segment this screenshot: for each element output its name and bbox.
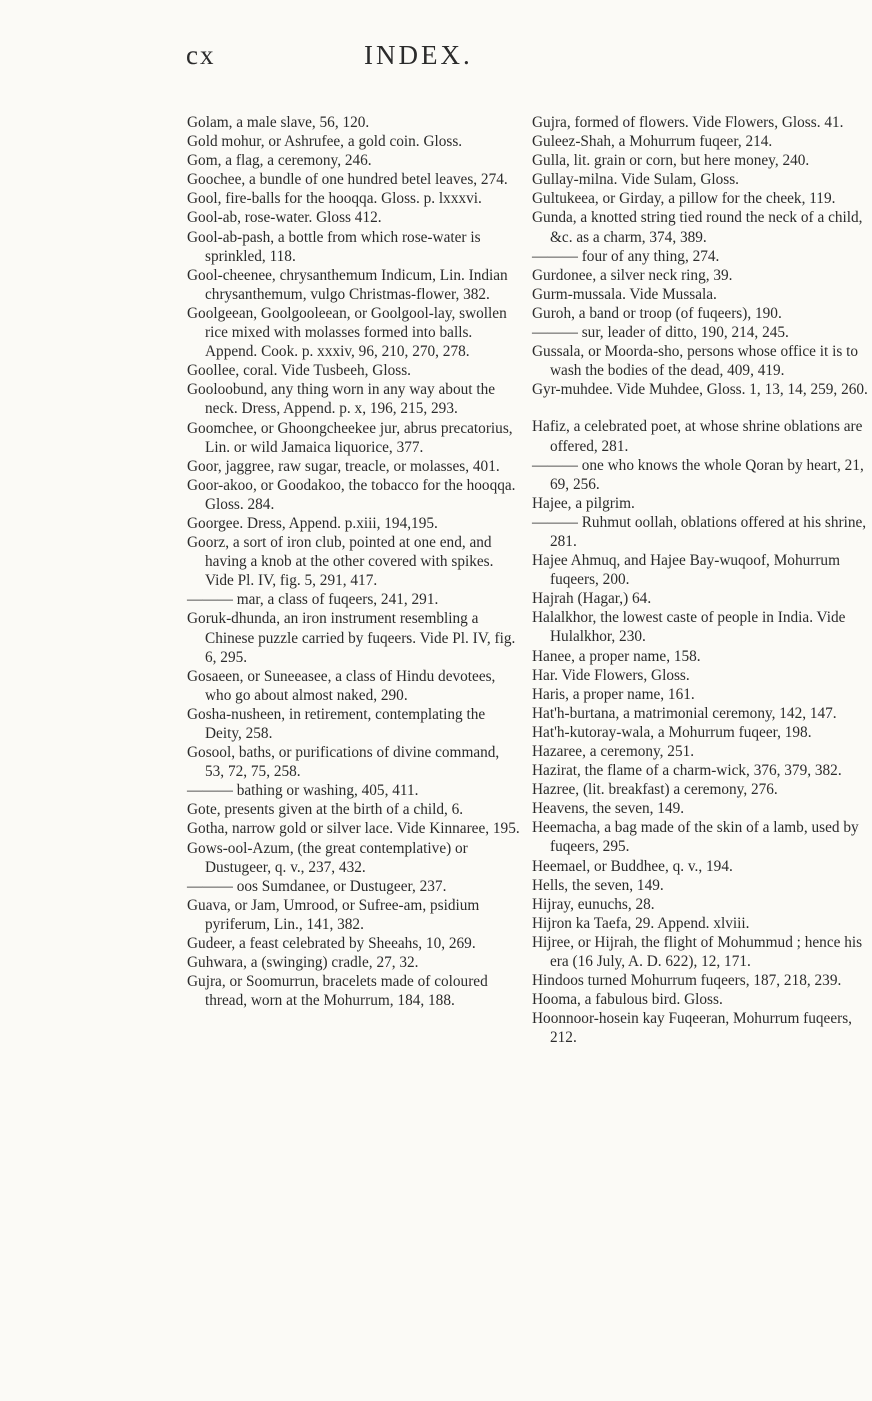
index-entry: Gooloobund, any thing worn in any way about the neck. Dress, Append. p. x, 196, 215, 293.	[187, 381, 496, 418]
index-entry: Heemael, or Buddhee, q. v., 194.	[532, 857, 733, 875]
index-entry: Guava, or Jam, Umrood, or Sufree-am, psidium pyriferum, Lin., 141, 382.	[187, 896, 480, 933]
index-entry: Hajee, a pilgrim.	[532, 494, 635, 512]
index-entry: Gudeer, a feast celebrated by Sheeahs, 10, 269.	[187, 935, 476, 953]
index-entry: Har. Vide Flowers, Gloss.	[532, 666, 690, 684]
running-title: INDEX.	[364, 40, 473, 70]
index-entry: Gotha, narrow gold or silver lace. Vide Kinnaree, 195.	[187, 820, 520, 838]
index-entry: Halalkhor, the lowest caste of people in India. Vide Hulalkhor, 230.	[532, 609, 846, 646]
index-entry: Gosool, baths, or purifications of divine command, 53, 72, 75, 258.	[187, 744, 500, 781]
index-entry: Goollee, coral. Vide Tusbeeh, Gloss.	[187, 362, 411, 380]
index-entry: ——— mar, a class of fuqeers, 241, 291.	[187, 591, 439, 609]
index-entry: ——— one who knows the whole Qoran by heart, 21, 69, 256.	[532, 456, 864, 493]
index-entry: ——— bathing or washing, 405, 411.	[187, 782, 419, 800]
index-entry: Guleez-Shah, a Mohurrum fuqeer, 214.	[532, 133, 773, 151]
index-entry: Gurm-mussala. Vide Mussala.	[532, 285, 717, 303]
index-entry: Goruk-dhunda, an iron instrument resembling a Chinese puzzle carried by fuqeers. Vide Pl. IV, fig. 6, 295.	[187, 610, 516, 666]
index-entry: Hazree, (lit. breakfast) a ceremony, 276.	[532, 781, 778, 799]
index-entry: Hijron ka Taefa, 29. Append. xlviii.	[532, 914, 750, 932]
index-entry: Gool, fire-balls for the hooqqa. Gloss. p. lxxxvi.	[187, 190, 482, 208]
index-entry: Gows-ool-Azum, (the great contemplative) or Dustugeer, q. v., 237, 432.	[187, 839, 468, 876]
page-number: cx	[186, 40, 216, 70]
index-entry: Gom, a flag, a ceremony, 246.	[187, 152, 372, 170]
index-entry: ——— sur, leader of ditto, 190, 214, 245.	[532, 324, 789, 342]
index-entry: Hazirat, the flame of a charm-wick, 376, 379, 382.	[532, 762, 842, 780]
index-entry: ——— Ruhmut oollah, oblations offered at his shrine, 281.	[532, 513, 867, 550]
index-entry: Gulla, lit. grain or corn, but here money, 240.	[532, 152, 810, 170]
index-entry: Hafiz, a celebrated poet, at whose shrine oblations are offered, 281.	[532, 418, 863, 455]
index-entry: Hijree, or Hijrah, the flight of Mohummud ; hence his era (16 July, A. D. 622), 12, 171.	[532, 933, 863, 971]
index-entry: Gujra, or Soomurrun, bracelets made of coloured thread, worn at the Mohurrum, 184, 188.	[187, 973, 488, 1010]
index-entry: Haris, a proper name, 161.	[532, 685, 695, 703]
index-entry: Goor-akoo, or Goodakoo, the tobacco for the hooqqa. Gloss. 284.	[187, 476, 516, 513]
index-entry: Gujra, formed of flowers. Vide Flowers, Gloss. 41.	[532, 114, 844, 131]
index-entry: Gosaeen, or Suneeasee, a class of Hindu devotees, who go about almost naked, 290.	[187, 667, 496, 704]
index-entry: Goor, jaggree, raw sugar, treacle, or molasses, 401.	[187, 457, 500, 475]
index-entry: Goorz, a sort of iron club, pointed at one end, and having a knob at the other covered with spikes. Vide Pl. IV, fig. 5, 291, 417.	[187, 534, 494, 590]
index-entry: Gote, presents given at the birth of a child, 6.	[187, 801, 464, 819]
index-entry: Hijray, eunuchs, 28.	[532, 895, 655, 913]
index-entry: Hat'h-kutoray-wala, a Mohurrum fuqeer, 198.	[532, 723, 812, 741]
index-entry: Gyr-muhdee. Vide Muhdee, Gloss. 1, 13, 14, 259, 260.	[532, 381, 868, 399]
index-entry: Guhwara, a (swinging) cradle, 27, 32.	[187, 954, 419, 972]
index-entry: Gurdonee, a silver neck ring, 39.	[532, 266, 733, 284]
index-entry: Guroh, a band or troop (of fuqeers), 190.	[532, 304, 782, 322]
index-entry: Hat'h-burtana, a matrimonial ceremony, 142, 147.	[532, 704, 837, 722]
index-entry: Heavens, the seven, 149.	[532, 800, 685, 818]
index-entry: Gullay-milna. Vide Sulam, Gloss.	[532, 171, 739, 189]
index-entry: Gool-cheenee, chrysanthemum Indicum, Lin. Indian chrysanthemum, vulgo Christmas-flower, 382.	[187, 266, 508, 303]
index-entry: Heemacha, a bag made of the skin of a lamb, used by fuqeers, 295.	[532, 819, 859, 856]
index-entry: Gunda, a knotted string tied round the neck of a child, &c. as a charm, 374, 389.	[532, 209, 863, 246]
index-entry: Hazaree, a ceremony, 251.	[532, 743, 695, 760]
index-entry: Gussala, or Moorda-sho, persons whose office it is to wash the bodies of the dead, 409, 419.	[532, 343, 858, 380]
index-entry: Hajrah (Hagar,) 64.	[532, 590, 652, 608]
index-entry: Hindoos turned Mohurrum fuqeers, 187, 218, 239.	[532, 972, 842, 990]
index-entry: Gultukeea, or Girday, a pillow for the cheek, 119.	[532, 190, 836, 208]
index-entry: Hanee, a proper name, 158.	[532, 647, 701, 665]
index-entry: Gool-ab, rose-water. Gloss 412.	[187, 209, 382, 227]
index-entry: ——— oos Sumdanee, or Dustugeer, 237.	[187, 877, 447, 895]
index-column-right	[532, 113, 872, 1048]
index-entry: Goochee, a bundle of one hundred betel leaves, 274.	[187, 171, 508, 189]
index-entry: Gool-ab-pash, a bottle from which rose-water is sprinkled, 118.	[187, 228, 481, 265]
index-entry: Gosha-nusheen, in retirement, contemplating the Deity, 258.	[187, 705, 486, 742]
index-column-left	[187, 113, 522, 1010]
index-entry: Hajee Ahmuq, and Hajee Bay-wuqoof, Mohurrum fuqeers, 200.	[532, 552, 840, 589]
index-entry: Hells, the seven, 149.	[532, 876, 664, 894]
page-header	[0, 40, 800, 80]
index-entry: Goorgee. Dress, Append. p.xiii, 194,195.	[187, 514, 438, 532]
index-entry: Golam, a male slave, 56, 120.	[187, 114, 370, 131]
index-entry: Goomchee, or Ghoongcheekee jur, abrus precatorius, Lin. or wild Jamaica liquorice, 377.	[187, 419, 513, 456]
index-entry: ——— four of any thing, 274.	[532, 247, 720, 265]
index-entry: Hoonnoor-hosein kay Fuqeeran, Mohurrum fuqeers, 212.	[532, 1010, 853, 1047]
index-entry: Goolgeean, Goolgooleean, or Goolgool-lay, swollen rice mixed with molasses formed into balls. Append. Cook. p. xxxiv, 96, 210, 270, 278.	[187, 304, 507, 361]
index-entry: Gold mohur, or Ashrufee, a gold coin. Gloss.	[187, 133, 463, 151]
index-entry: Hooma, a fabulous bird. Gloss.	[532, 991, 723, 1009]
